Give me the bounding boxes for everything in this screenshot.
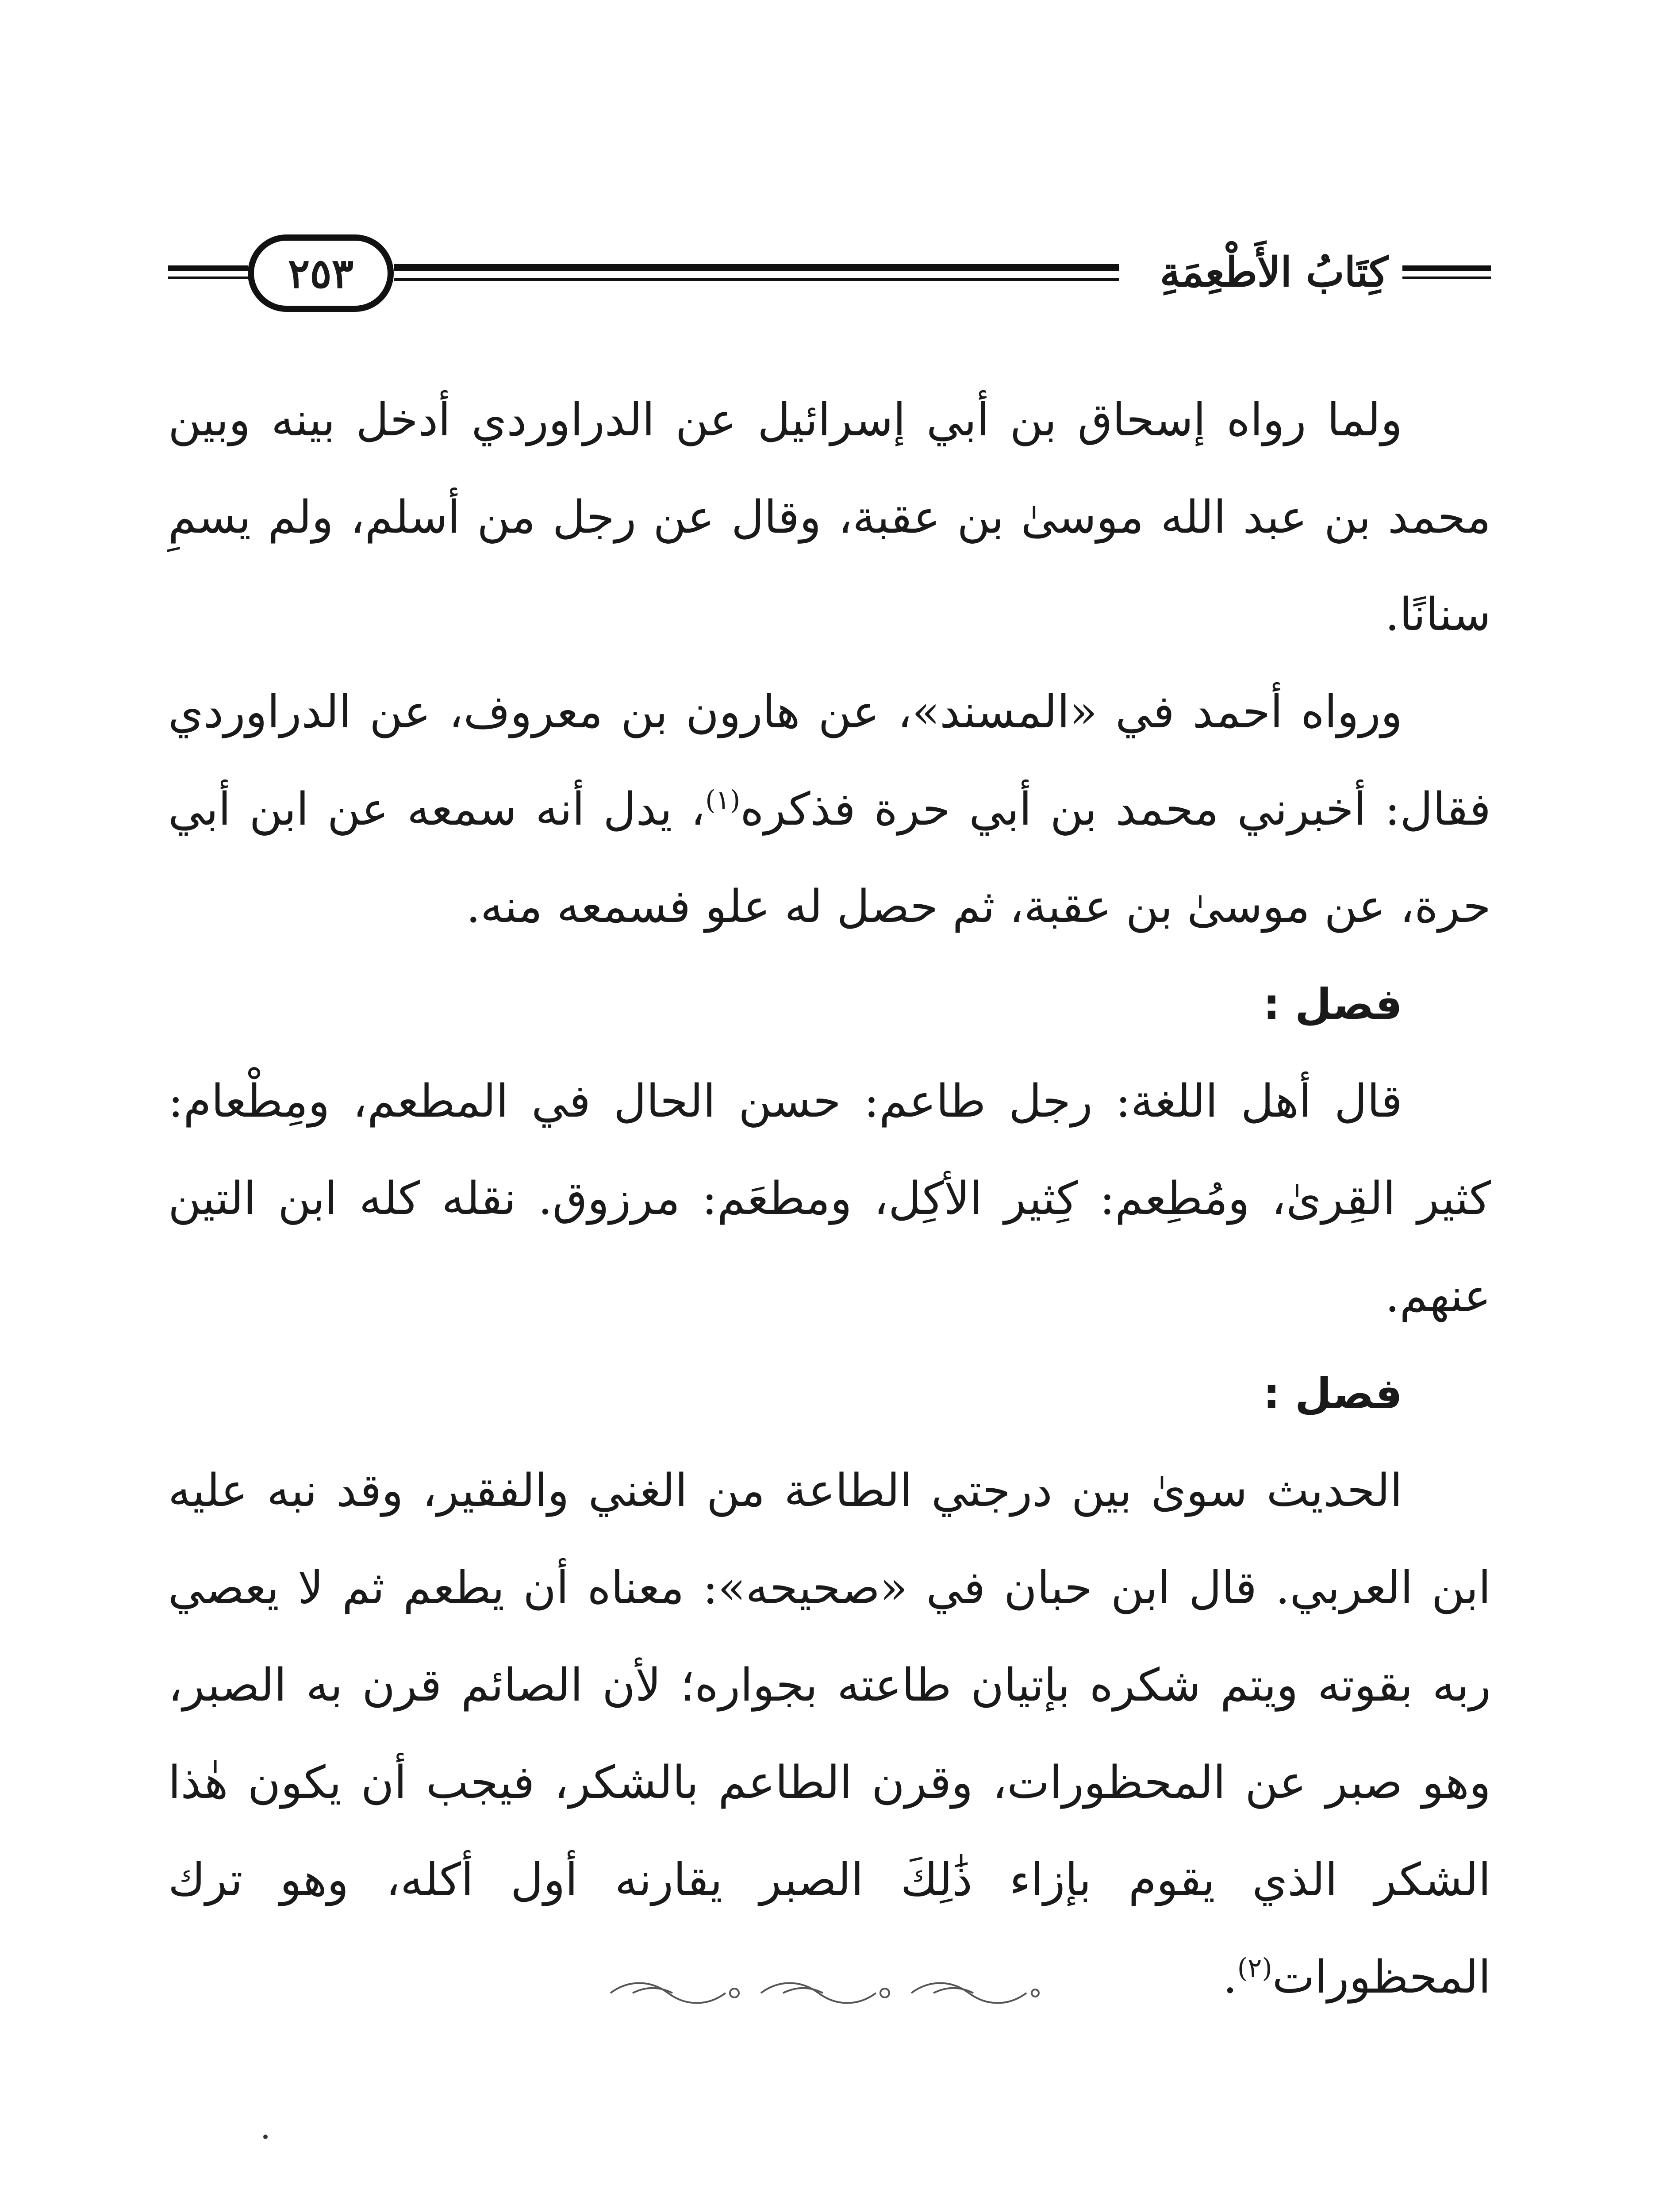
footnote-ref: (٢) (1237, 1953, 1272, 1984)
header-rule-left-outer (168, 265, 248, 271)
paragraph (168, 372, 1491, 664)
section-heading: فصل : (1263, 1369, 1402, 1418)
main-text (168, 372, 1491, 2026)
stray-mark (263, 2135, 268, 2139)
running-title: كِتَابُ الأَطْعِمَةِ (1160, 248, 1389, 296)
footnote-ref: (١) (705, 785, 741, 816)
paragraph-text: ورواه أحمد في «المسند»، عن هارون بن معروف، عن الدراوردي فقال: أخبرني محمد بن أبي حرة فذكره (168, 686, 1491, 836)
paragraph-text: . (1223, 1951, 1237, 2004)
header-rule-middle-thin (394, 278, 1119, 281)
paragraph (168, 1442, 1491, 2026)
section-heading: فصل : (1263, 979, 1402, 1029)
paragraph-text: ، يدل أنه سمعه عن ابن أبي حرة، عن موسىٰ بن عقبة، ثم حصل له علو فسمعه منه. (168, 783, 1491, 933)
header-rule-left-inner (168, 276, 248, 279)
paragraph (168, 664, 1491, 956)
paragraph-text: ولما رواه إسحاق بن أبي إسرائيل عن الدراوردي أدخل بينه وبين محمد بن عبد الله موسىٰ بن عقبة، وقال عن رجل من أسلم، ولم يسمِ سنانًا. (168, 394, 1491, 641)
paragraph-text: الحديث سوىٰ بين درجتي الطاعة من الغني والفقير، وقد نبه عليه ابن العربي. قال ابن حبان في «صحيحه»: معناه أن يطعم ثم لا يعصي ربه بقوته ويتم شكره بإتيان طاعته بجواره؛ لأن الصائم قرن به الصبر، وهو صبر عن المحظورات، وقرن الطاعم بالشكر، فيجب أن يكون هٰذا الشكر الذي يقوم بإزاء ذَٰلِكَ الصبر يقارنه أول أكله، وهو ترك المحظورات (168, 1464, 1491, 2004)
page-number: ٢٥٣ (248, 234, 394, 312)
ornament-divider (602, 1978, 1044, 2008)
paragraph-text: قال أهل اللغة: رجل طاعم: حسن الحال في المطعم، ومِطْعام: كثير القِرىٰ، ومُطِعم: كِثير الأكِل، ومطعَم: مرزوق. نقله كله ابن التين عنهم. (168, 1075, 1491, 1322)
paragraph (168, 1053, 1491, 1345)
header-rule-middle-thick (394, 264, 1119, 271)
